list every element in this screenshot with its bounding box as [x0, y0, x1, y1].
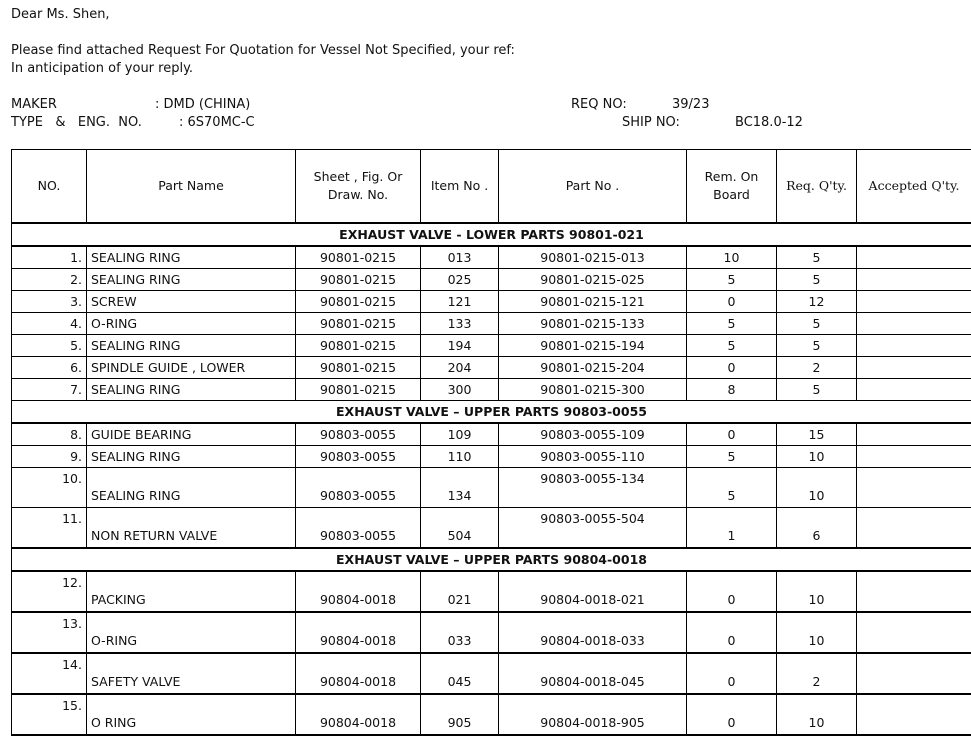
- part-name: SEALING RING: [87, 379, 296, 401]
- req-no-value: 39/23: [672, 97, 709, 112]
- part-name: O-RING: [87, 612, 296, 653]
- part-number: 90801-0215-013: [499, 246, 687, 269]
- section-title: EXHAUST VALVE - LOWER PARTS 90801-021: [12, 223, 971, 246]
- sheet-number: 90801-0215: [296, 335, 421, 357]
- section-title: EXHAUST VALVE – UPPER PARTS 90803-0055: [12, 401, 971, 424]
- maker-value: : DMD (CHINA): [155, 97, 250, 112]
- table-row: [12, 335, 971, 357]
- accepted-qty: [857, 246, 971, 269]
- item-number: 021: [421, 571, 499, 612]
- row-number: 10.: [12, 468, 87, 508]
- item-number: 025: [421, 269, 499, 291]
- req-qty: 5: [777, 335, 857, 357]
- rem-on-board: 0: [687, 571, 777, 612]
- header-rem-on-board: Rem. On Board: [687, 150, 777, 224]
- item-number: 121: [421, 291, 499, 313]
- part-number: 90804-0018-045: [499, 653, 687, 694]
- part-number: 90801-0215-025: [499, 269, 687, 291]
- item-number: 109: [421, 423, 499, 446]
- row-number: 4.: [12, 313, 87, 335]
- row-number: 11.: [12, 508, 87, 549]
- sheet-number: 90801-0215: [296, 269, 421, 291]
- req-qty: 10: [777, 612, 857, 653]
- rem-on-board: 10: [687, 246, 777, 269]
- sheet-number: 90801-0215: [296, 379, 421, 401]
- table-row: [12, 246, 971, 269]
- req-qty: 10: [777, 468, 857, 508]
- row-number: 15.: [12, 694, 87, 735]
- table-header-row: [12, 150, 971, 224]
- part-name: SPINDLE GUIDE , LOWER: [87, 357, 296, 379]
- item-number: 905: [421, 694, 499, 735]
- type-value: : 6S70MC-C: [179, 115, 255, 130]
- accepted-qty: [857, 508, 971, 549]
- req-qty: 6: [777, 508, 857, 549]
- sheet-number: 90803-0055: [296, 468, 421, 508]
- accepted-qty: [857, 653, 971, 694]
- part-number: 90801-0215-194: [499, 335, 687, 357]
- sheet-number: 90801-0215: [296, 246, 421, 269]
- accepted-qty: [857, 694, 971, 735]
- part-number: 90803-0055-134: [499, 468, 687, 508]
- header-sheet: Sheet , Fig. Or Draw. No.: [296, 150, 421, 224]
- header-no: NO.: [12, 150, 87, 224]
- section-title: EXHAUST VALVE – UPPER PARTS 90804-0018: [12, 548, 971, 571]
- rem-on-board: 5: [687, 468, 777, 508]
- req-qty: 10: [777, 446, 857, 468]
- intro-line: Please find attached Request For Quotation for Vessel Not Specified, your ref:: [11, 43, 515, 58]
- part-number: 90804-0018-905: [499, 694, 687, 735]
- maker-label: MAKER: [11, 97, 57, 112]
- req-qty: 5: [777, 269, 857, 291]
- accepted-qty: [857, 423, 971, 446]
- table-row: [12, 612, 971, 653]
- sheet-number: 90804-0018: [296, 653, 421, 694]
- part-name: O RING: [87, 694, 296, 735]
- row-number: 14.: [12, 653, 87, 694]
- table-body: [12, 223, 971, 735]
- part-number: 90801-0215-204: [499, 357, 687, 379]
- item-number: 194: [421, 335, 499, 357]
- req-qty: 10: [777, 694, 857, 735]
- part-name: SEALING RING: [87, 269, 296, 291]
- req-qty: 2: [777, 357, 857, 379]
- rem-on-board: 5: [687, 269, 777, 291]
- part-name: SEALING RING: [87, 246, 296, 269]
- part-name: SAFETY VALVE: [87, 653, 296, 694]
- row-number: 7.: [12, 379, 87, 401]
- item-number: 013: [421, 246, 499, 269]
- table-row: [12, 468, 971, 508]
- table-row: [12, 291, 971, 313]
- rem-on-board: 0: [687, 423, 777, 446]
- req-qty: 5: [777, 379, 857, 401]
- rem-on-board: 0: [687, 694, 777, 735]
- sheet-number: 90804-0018: [296, 694, 421, 735]
- part-number: 90804-0018-021: [499, 571, 687, 612]
- greeting: Dear Ms. Shen,: [11, 7, 110, 22]
- row-number: 1.: [12, 246, 87, 269]
- table-row: [12, 653, 971, 694]
- part-number: 90801-0215-121: [499, 291, 687, 313]
- header-part-no: Part No .: [499, 150, 687, 224]
- part-name: O-RING: [87, 313, 296, 335]
- rem-on-board: 0: [687, 291, 777, 313]
- table-row: [12, 313, 971, 335]
- item-number: 110: [421, 446, 499, 468]
- row-number: 5.: [12, 335, 87, 357]
- accepted-qty: [857, 379, 971, 401]
- ship-no-value: BC18.0-12: [735, 115, 803, 130]
- accepted-qty: [857, 571, 971, 612]
- accepted-qty: [857, 612, 971, 653]
- sheet-number: 90804-0018: [296, 571, 421, 612]
- sheet-number: 90801-0215: [296, 313, 421, 335]
- accepted-qty: [857, 313, 971, 335]
- part-number: 90804-0018-033: [499, 612, 687, 653]
- table-row: [12, 508, 971, 549]
- item-number: 134: [421, 468, 499, 508]
- row-number: 6.: [12, 357, 87, 379]
- row-number: 9.: [12, 446, 87, 468]
- item-number: 133: [421, 313, 499, 335]
- rem-on-board: 8: [687, 379, 777, 401]
- header-req-qty: Req. Q'ty.: [777, 150, 857, 224]
- part-number: 90803-0055-109: [499, 423, 687, 446]
- part-name: NON RETURN VALVE: [87, 508, 296, 549]
- item-number: 045: [421, 653, 499, 694]
- accepted-qty: [857, 357, 971, 379]
- part-name: SCREW: [87, 291, 296, 313]
- req-qty: 5: [777, 246, 857, 269]
- sheet-number: 90803-0055: [296, 508, 421, 549]
- accepted-qty: [857, 291, 971, 313]
- accepted-qty: [857, 468, 971, 508]
- part-name: SEALING RING: [87, 468, 296, 508]
- part-number: 90801-0215-133: [499, 313, 687, 335]
- table-row: [12, 269, 971, 291]
- item-number: 033: [421, 612, 499, 653]
- part-number: 90803-0055-504: [499, 508, 687, 549]
- rfq-parts-table: [11, 149, 971, 736]
- rem-on-board: 0: [687, 357, 777, 379]
- section-header: [12, 223, 971, 246]
- rem-on-board: 1: [687, 508, 777, 549]
- req-qty: 15: [777, 423, 857, 446]
- part-name: GUIDE BEARING: [87, 423, 296, 446]
- table-row: [12, 423, 971, 446]
- item-number: 504: [421, 508, 499, 549]
- section-header: [12, 548, 971, 571]
- rem-on-board: 0: [687, 653, 777, 694]
- table-row: [12, 571, 971, 612]
- sheet-number: 90801-0215: [296, 357, 421, 379]
- section-header: [12, 401, 971, 424]
- rem-on-board: 5: [687, 446, 777, 468]
- header-accepted-qty: Accepted Q'ty.: [857, 150, 971, 224]
- row-number: 13.: [12, 612, 87, 653]
- accepted-qty: [857, 335, 971, 357]
- req-no-label: REQ NO:: [571, 97, 627, 112]
- table-row: [12, 357, 971, 379]
- header-part-name: Part Name: [87, 150, 296, 224]
- req-qty: 12: [777, 291, 857, 313]
- row-number: 2.: [12, 269, 87, 291]
- part-number: 90803-0055-110: [499, 446, 687, 468]
- type-label: TYPE & ENG. NO.: [11, 115, 142, 130]
- part-name: PACKING: [87, 571, 296, 612]
- accepted-qty: [857, 446, 971, 468]
- table-row: [12, 446, 971, 468]
- rem-on-board: 0: [687, 612, 777, 653]
- sheet-number: 90801-0215: [296, 291, 421, 313]
- table-row: [12, 694, 971, 735]
- table-row: [12, 379, 971, 401]
- rem-on-board: 5: [687, 335, 777, 357]
- header-item-no: Item No .: [421, 150, 499, 224]
- part-name: SEALING RING: [87, 335, 296, 357]
- closing-line: In anticipation of your reply.: [11, 61, 193, 76]
- rem-on-board: 5: [687, 313, 777, 335]
- row-number: 12.: [12, 571, 87, 612]
- part-name: SEALING RING: [87, 446, 296, 468]
- accepted-qty: [857, 269, 971, 291]
- item-number: 300: [421, 379, 499, 401]
- part-number: 90801-0215-300: [499, 379, 687, 401]
- req-qty: 5: [777, 313, 857, 335]
- req-qty: 10: [777, 571, 857, 612]
- ship-no-label: SHIP NO:: [622, 115, 680, 130]
- item-number: 204: [421, 357, 499, 379]
- row-number: 8.: [12, 423, 87, 446]
- row-number: 3.: [12, 291, 87, 313]
- sheet-number: 90803-0055: [296, 446, 421, 468]
- sheet-number: 90804-0018: [296, 612, 421, 653]
- sheet-number: 90803-0055: [296, 423, 421, 446]
- req-qty: 2: [777, 653, 857, 694]
